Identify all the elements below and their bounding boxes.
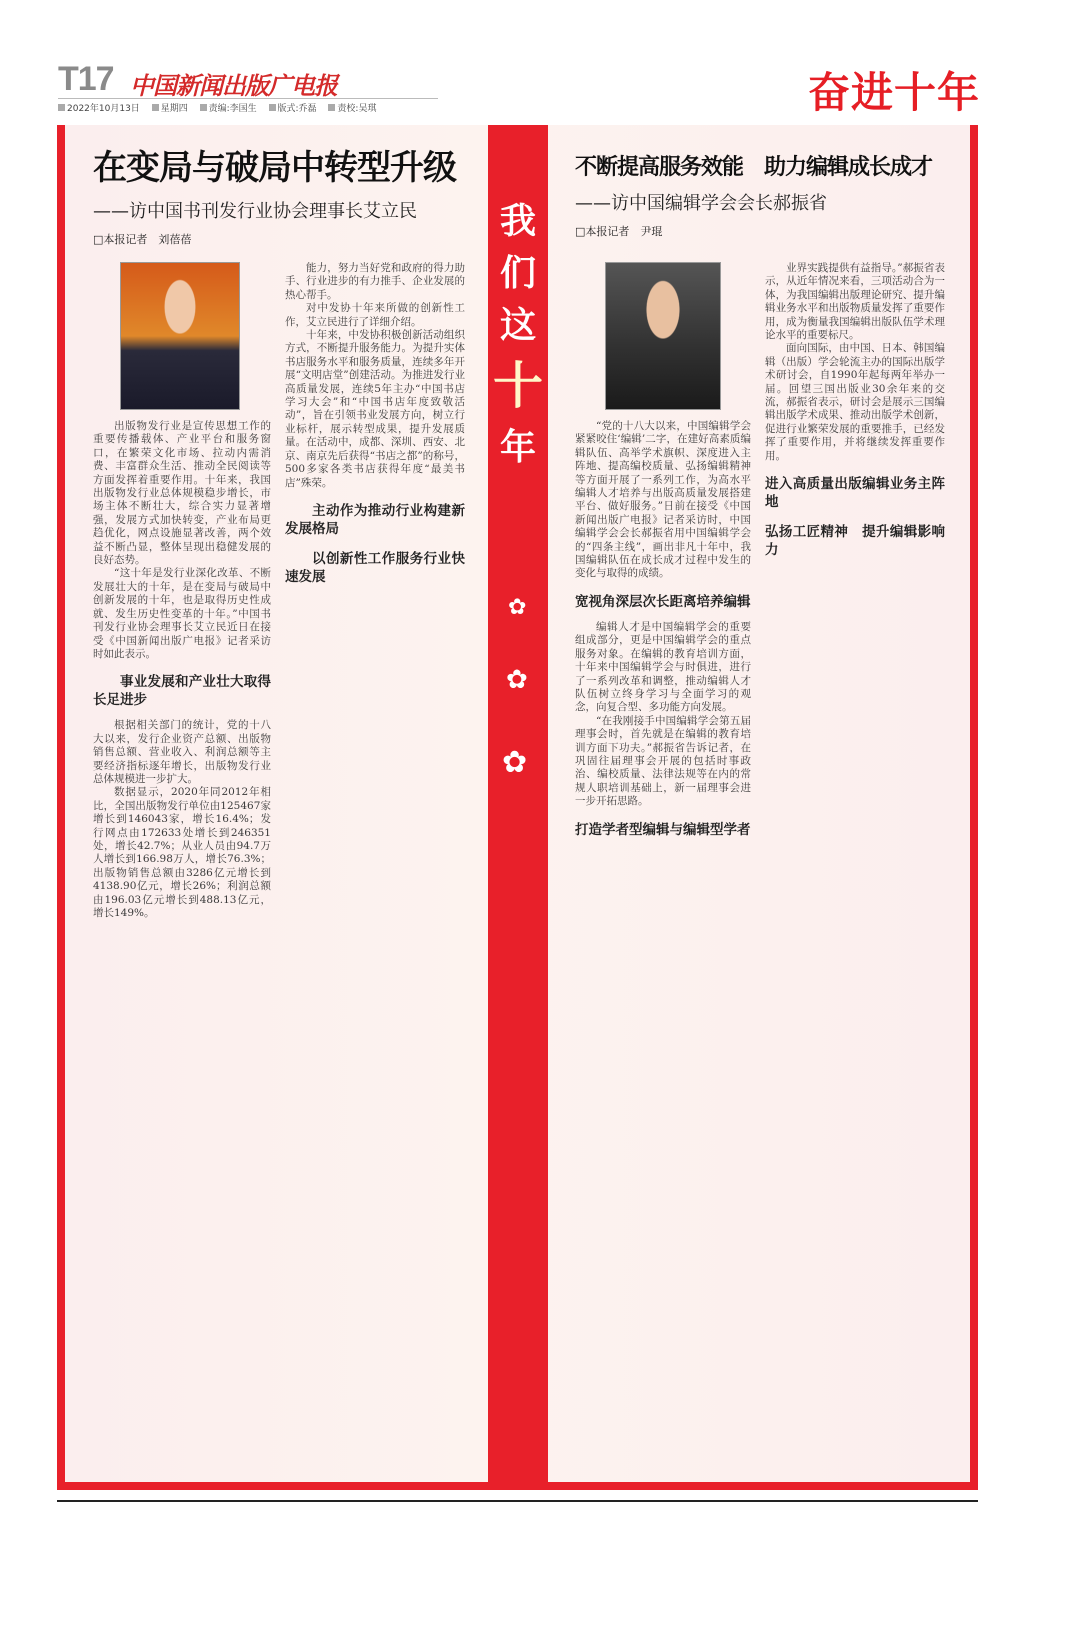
section-heading: 弘扬工匠精神 提升编辑影响力: [765, 524, 945, 559]
left-article-header: [93, 140, 456, 247]
flower-icon: ✿: [502, 745, 528, 780]
right-column-1: [575, 420, 751, 849]
section-title: 奋进十年: [808, 68, 981, 117]
paragraph: 面向国际，由中国、日本、韩国编辑（出版）学会轮流主办的国际出版学术研讨会，自1990年起每两年举办一届。回望三国出版业30余年来的交流，郝振省表示，研讨会是展示三国编辑出版学术成果、推动出版学术创新，促进行业繁荣发展的重要推手，已经发挥了重要作用，并将继续发挥重要作用。: [765, 342, 945, 462]
banner-char: 年: [499, 426, 536, 468]
newspaper-logo: 中国新闻出版广电报: [130, 71, 337, 100]
article-title: 不断提高服务效能 助力编辑成长成才: [575, 154, 933, 180]
article-subtitle: ——访中国书刊发行业协会理事长艾立民: [93, 201, 417, 222]
divider: [58, 98, 438, 99]
section-heading: 打造学者型编辑与编辑型学者: [575, 821, 751, 838]
paragraph: 十年来，中发协积极创新活动组织方式，不断提升服务能力。为提升实体书店服务水平和服务质量，连续多年开展“文明店堂”创建活动。为推进发行业高质量发展，连续5年主办“中国书店学习大会”和“中国书店年度致敬活动”，旨在引领书业发展方向，树立行业标杆，展示转型成果，提升发展质量。在活动中，成都、深圳、西安、北京、南京先后获得“书店之都”的称号，500多家各类书店获得年度“最美书店”殊荣。: [285, 329, 465, 489]
left-column-2: [285, 262, 465, 596]
paragraph: 对中发协十年来所做的创新性工作，艾立民进行了详细介绍。: [285, 302, 465, 328]
paragraph: “在我刚接手中国编辑学会第五届理事会时，首先就是在编辑的教育培训方面下功夫。”郝振省告诉记者，在巩固往届理事会开展的包括时事政治、编校质量、法律法规等在内的常规人职培训基础上，新一届理事会进一步开拓思路。: [575, 714, 751, 808]
section-heading: 主动作为推动行业构建新发展格局: [285, 502, 465, 537]
layout-editor: 版式:乔磊: [269, 104, 317, 114]
interviewee-photo: [120, 262, 240, 410]
paragraph: 出版物发行业是宣传思想工作的重要传播载体、产业平台和服务窗口，在繁荣文化市场、拉动内需消费、丰富群众生活、推动全民阅读等方面发挥着重要作用。十年来，我国出版物发行业总体规模稳步增长，市场主体不断壮大，综合实力显著增强，发展方式加快转变，产业布局更趋优化，网点设施显著改善，两个效益不断凸显，整体呈现出稳健发展的良好态势。: [93, 420, 271, 567]
paragraph: 数据显示，2020年同2012年相比，全国出版物发行单位由125467家增长到146043家，增长16.4%；发行网点由172633处增长到246351处，增长42.7%；从业人员由94.7万人增长到166.98万人，增长76.3%；出版物销售总额由3286亿元增长到4138.90亿元，增长26%；利润总额由196.03亿元增长到488.13亿元，增长149%。: [93, 786, 271, 919]
left-column-1: [93, 420, 271, 920]
section-heading: 事业发展和产业壮大取得长足进步: [93, 674, 271, 709]
banner-char: 这: [499, 304, 536, 346]
weekday: 星期四: [152, 104, 188, 114]
paragraph: 根据相关部门的统计，党的十八大以来，发行企业资产总额、出版物销售总额、营业收入、利润总额等主要经济指标逐年增长，出版物发行业总体规模进一步扩大。: [93, 719, 271, 785]
date: 2022年10月13日: [58, 104, 140, 114]
page-number: T17: [58, 60, 114, 98]
section-heading: 宽视角深层次长距离培养编辑: [575, 593, 751, 610]
byline: □本报记者 刘蓓蓓: [93, 233, 192, 246]
byline: □本报记者 尹琨: [575, 225, 663, 238]
right-article-header: [575, 150, 932, 239]
banner-char: 我: [499, 200, 536, 242]
center-banner: [488, 125, 548, 1490]
bottom-divider: [57, 1500, 978, 1502]
paragraph: “党的十八大以来，中国编辑学会紧紧咬住‘编辑’二字，在建好高素质编辑队伍、高举学术旗帜、深度进入主阵地、提高编校质量、弘扬编辑精神等方面开展了一系列工作，为高水平编辑人才培养与出版高质量发展搭建平台、做好服务。”日前在接受《中国新闻出版广电报》记者采访时，中国编辑学会会长郝振省用中国编辑学会的“四条主线”，画出非凡十年中，我国编辑队伍在成长成才过程中发生的变化与取得的成绩。: [575, 420, 751, 580]
article-title: 在变局与破局中转型升级: [93, 148, 456, 188]
flower-icon: ✿: [506, 665, 528, 695]
paragraph: 能力，努力当好党和政府的得力助手、行业进步的有力推手、企业发展的热心帮手。: [285, 262, 465, 301]
article-subtitle: ——访中国编辑学会会长郝振省: [575, 193, 827, 214]
paragraph: “这十年是发行业深化改革、不断发展壮大的十年，是在变局与破局中创新发展的十年，也是取得历史性成就、发生历史性变革的十年。”中国书刊发行业协会理事长艾立民近日在接受《中国新闻出版广电报》记者采访时如此表示。: [93, 567, 271, 660]
masthead: [58, 60, 438, 116]
interviewee-photo: [605, 262, 721, 410]
banner-char: 十: [493, 356, 543, 415]
editor: 责编:李国生: [200, 104, 257, 114]
proofreader: 责校:吴琪: [328, 104, 376, 114]
right-column-2: [765, 262, 945, 569]
section-heading: 以创新性工作服务行业快速发展: [285, 550, 465, 585]
section-heading: 进入高质量出版编辑业务主阵地: [765, 476, 945, 511]
banner-char: 们: [499, 252, 536, 294]
flower-icon: ✿: [508, 595, 527, 620]
issue-meta: [58, 101, 385, 114]
paragraph: 编辑人才是中国编辑学会的重要组成部分，更是中国编辑学会的重点服务对象。在编辑的教育培训方面，十年来中国编辑学会与时俱进，进行了一系列改革和调整，推动编辑人才队伍树立终身学习与全面学习的观念，向复合型、多功能方向发展。: [575, 620, 751, 714]
paragraph: 业界实践提供有益指导。”郝振省表示，从近年情况来看，三项活动合为一体，为我国编辑出版理论研究、提升编辑业务水平和出版物质量发挥了重要作用，成为衡量我国编辑出版队伍学术理论水平的重要标尺。: [765, 262, 945, 342]
